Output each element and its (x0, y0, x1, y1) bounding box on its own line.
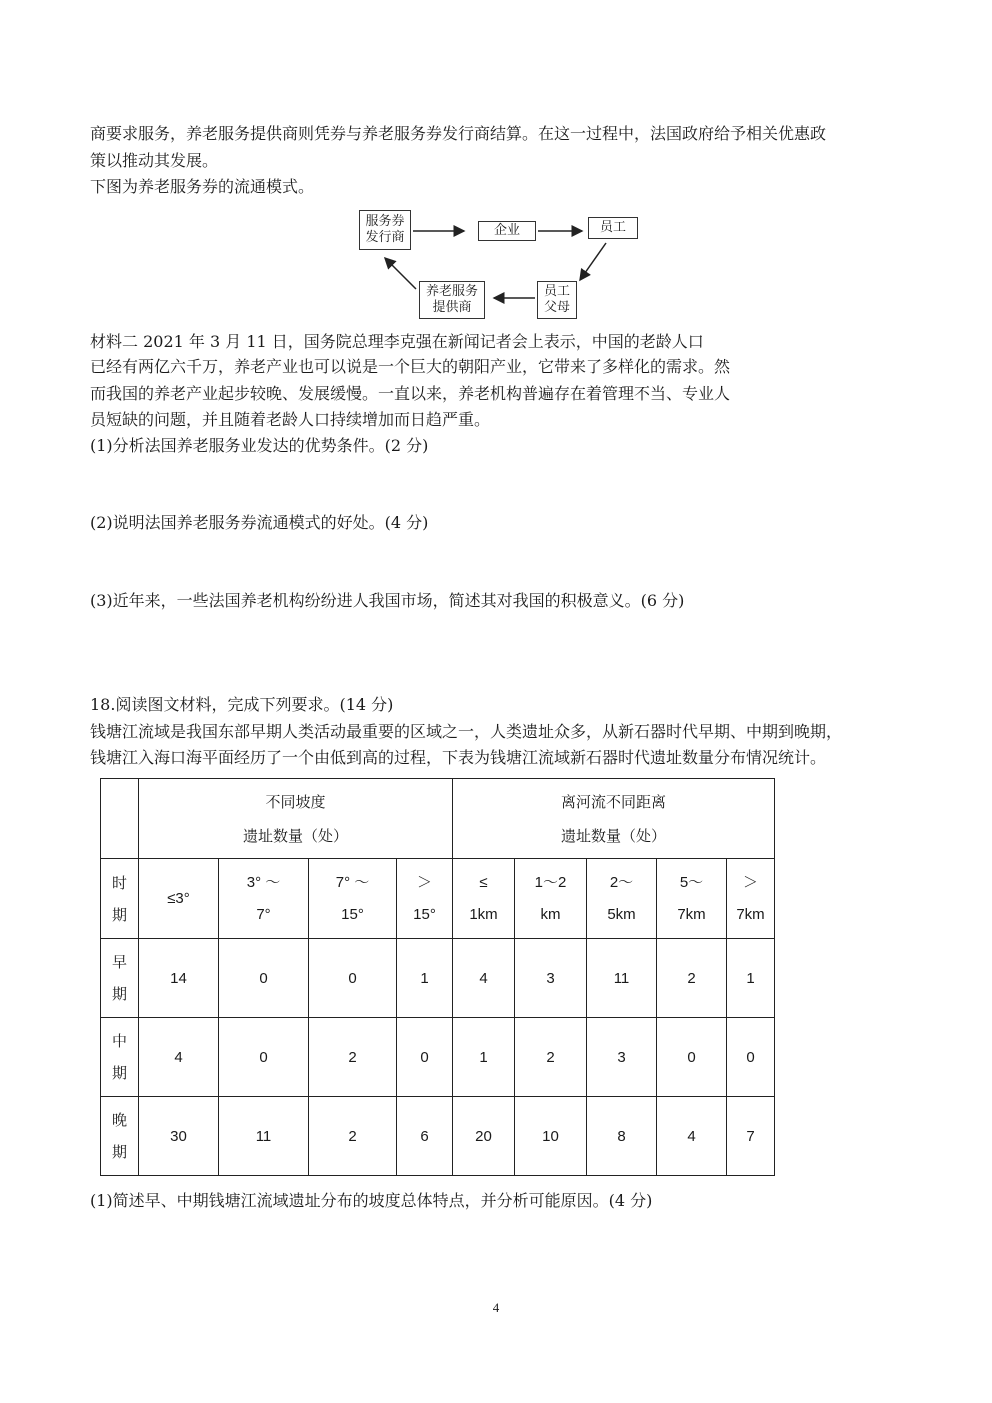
period-char: 晚 (111, 1111, 127, 1129)
table-cell: 0 (309, 939, 397, 1018)
table-corner-cell (101, 779, 139, 859)
page-number: 4 (492, 1300, 500, 1315)
table-row (101, 1018, 775, 1097)
material2-line-3: 而我国的养老产业起步较晚、发展缓慢。一直以来，养老机构普遍存在着管理不当、专业人 (90, 384, 731, 403)
slope-col-1: ≤3° (167, 889, 190, 907)
table-group-header-row (101, 779, 775, 859)
period-header-1: 时 (111, 873, 127, 892)
dist-col-1b: 1km (469, 905, 498, 923)
question-18-sub-1: (1)简述早、中期钱塘江流域遗址分布的坡度总体特点，并分析可能原因。(4 分) (90, 1191, 653, 1210)
material2-line-1: 材料二 2021 年 3 月 11 日，国务院总理李克强在新闻记者会上表示，中国的老龄人口 (90, 332, 704, 351)
slope-col-2a: 3° ～ (246, 873, 281, 891)
flow-issuer-label-1: 服务券 (365, 214, 405, 229)
flow-parents-label-2: 父母 (543, 300, 570, 315)
slope-col-header (397, 859, 453, 939)
table-cell: 8 (587, 1097, 657, 1176)
arrow-employee-to-parents (580, 243, 606, 280)
question-17-1: (1)分析法国养老服务业发达的优势条件。(2 分) (90, 436, 429, 455)
table-cell: 6 (397, 1097, 453, 1176)
slope-col-header (309, 859, 397, 939)
flow-company-label: 企业 (493, 223, 520, 238)
intro-line-1: 商要求服务，养老服务提供商则凭券与养老服务券发行商结算。在这一过程中，法国政府给予相关优惠政 (90, 124, 827, 143)
table-cell: 1 (397, 939, 453, 1018)
dist-col-5b: 7km (736, 905, 765, 923)
period-cell (101, 1018, 139, 1097)
period-char: 早 (111, 953, 127, 971)
slope-col-4b: 15° (413, 905, 436, 923)
table-cell: 20 (453, 1097, 515, 1176)
dist-col-header (453, 859, 515, 939)
table-cell: 0 (727, 1018, 775, 1097)
dist-col-header (587, 859, 657, 939)
dist-col-4a: 5～ (679, 873, 704, 891)
material2-line-2: 已经有两亿六千万，养老产业也可以说是一个巨大的朝阳产业，它带来了多样化的需求。然 (90, 357, 731, 376)
table-cell: 3 (515, 939, 587, 1018)
table-cell: 30 (139, 1097, 219, 1176)
group-slope-label-2: 遗址数量（处） (242, 826, 348, 845)
period-cell (101, 939, 139, 1018)
table-cell: 2 (657, 939, 727, 1018)
dist-col-3a: 2～ (609, 873, 634, 891)
site-count-table (100, 778, 775, 1176)
table-cell: 7 (727, 1097, 775, 1176)
dist-col-4b: 7km (677, 905, 706, 923)
group-distance-label-1: 离河流不同距离 (560, 792, 666, 811)
table-group-distance (453, 779, 775, 859)
question-18-line-1: 钱塘江流域是我国东部早期人类活动最重要的区域之一，人类遗址众多，从新石器时代早期、中期到晚期， (90, 722, 843, 741)
slope-col-2b: 7° (256, 905, 271, 923)
dist-col-2b: km (540, 905, 561, 923)
table-row (101, 1097, 775, 1176)
group-distance-label-2: 遗址数量（处） (560, 826, 666, 845)
period-char: 期 (111, 985, 127, 1003)
dist-col-header (657, 859, 727, 939)
table-cell: 3 (587, 1018, 657, 1097)
table-cell: 4 (657, 1097, 727, 1176)
dist-col-5a: ＞ (742, 873, 758, 891)
table-cell: 0 (657, 1018, 727, 1097)
period-header-2: 期 (111, 905, 127, 924)
table-cell: 11 (219, 1097, 309, 1176)
table-cell: 0 (219, 1018, 309, 1097)
period-char: 期 (111, 1143, 127, 1161)
dist-col-2a: 1～2 (534, 873, 567, 891)
slope-col-4a: ＞ (416, 873, 432, 891)
period-cell (101, 1097, 139, 1176)
table-cell: 2 (515, 1018, 587, 1097)
table-row (101, 939, 775, 1018)
slope-col-3a: 7° ～ (335, 873, 370, 891)
group-slope-label-1: 不同坡度 (265, 792, 326, 811)
table-cell: 1 (727, 939, 775, 1018)
flow-parents-label-1: 员工 (543, 284, 570, 299)
flow-provider-label-2: 提供商 (432, 300, 472, 315)
table-cell: 4 (453, 939, 515, 1018)
table-cell: 2 (309, 1018, 397, 1097)
period-char: 期 (111, 1064, 127, 1082)
table-column-header-row (101, 859, 775, 939)
flow-provider-label-1: 养老服务 (425, 284, 478, 299)
table-cell: 4 (139, 1018, 219, 1097)
period-char: 中 (111, 1032, 127, 1050)
question-18-title: 18.阅读图文材料，完成下列要求。(14 分) (90, 695, 394, 714)
table-cell: 10 (515, 1097, 587, 1176)
intro-line-3: 下图为养老服务券的流通模式。 (90, 177, 315, 196)
question-17-3: (3)近年来，一些法国养老机构纷纷进人我国市场，简述其对我国的积极意义。(6 分) (90, 591, 685, 610)
question-18-line-2: 钱塘江入海口海平面经历了一个由低到高的过程，下表为钱塘江流域新石器时代遗址数量分布情况统计。 (90, 748, 827, 767)
table-cell: 0 (219, 939, 309, 1018)
intro-line-2: 策以推动其发展。 (90, 151, 219, 170)
dist-col-3b: 5km (607, 905, 636, 923)
arrow-provider-to-issuer (385, 258, 416, 289)
table-cell: 0 (397, 1018, 453, 1097)
table-cell: 14 (139, 939, 219, 1018)
material2-line-4: 员短缺的问题，并且随着老龄人口持续增加而日趋严重。 (90, 410, 491, 429)
question-17-2: (2)说明法国养老服务券流通模式的好处。(4 分) (90, 513, 429, 532)
table-cell: 1 (453, 1018, 515, 1097)
flow-issuer-label-2: 发行商 (365, 230, 405, 245)
table-cell: 2 (309, 1097, 397, 1176)
slope-col-header (139, 859, 219, 939)
slope-col-header (219, 859, 309, 939)
table-cell: 11 (587, 939, 657, 1018)
dist-col-header (515, 859, 587, 939)
slope-col-3b: 15° (341, 905, 364, 923)
dist-col-1a: ≤ (479, 873, 488, 891)
flow-employee-label: 员工 (599, 220, 626, 235)
dist-col-header (727, 859, 775, 939)
table-group-slope (139, 779, 453, 859)
period-header-cell (101, 859, 139, 939)
